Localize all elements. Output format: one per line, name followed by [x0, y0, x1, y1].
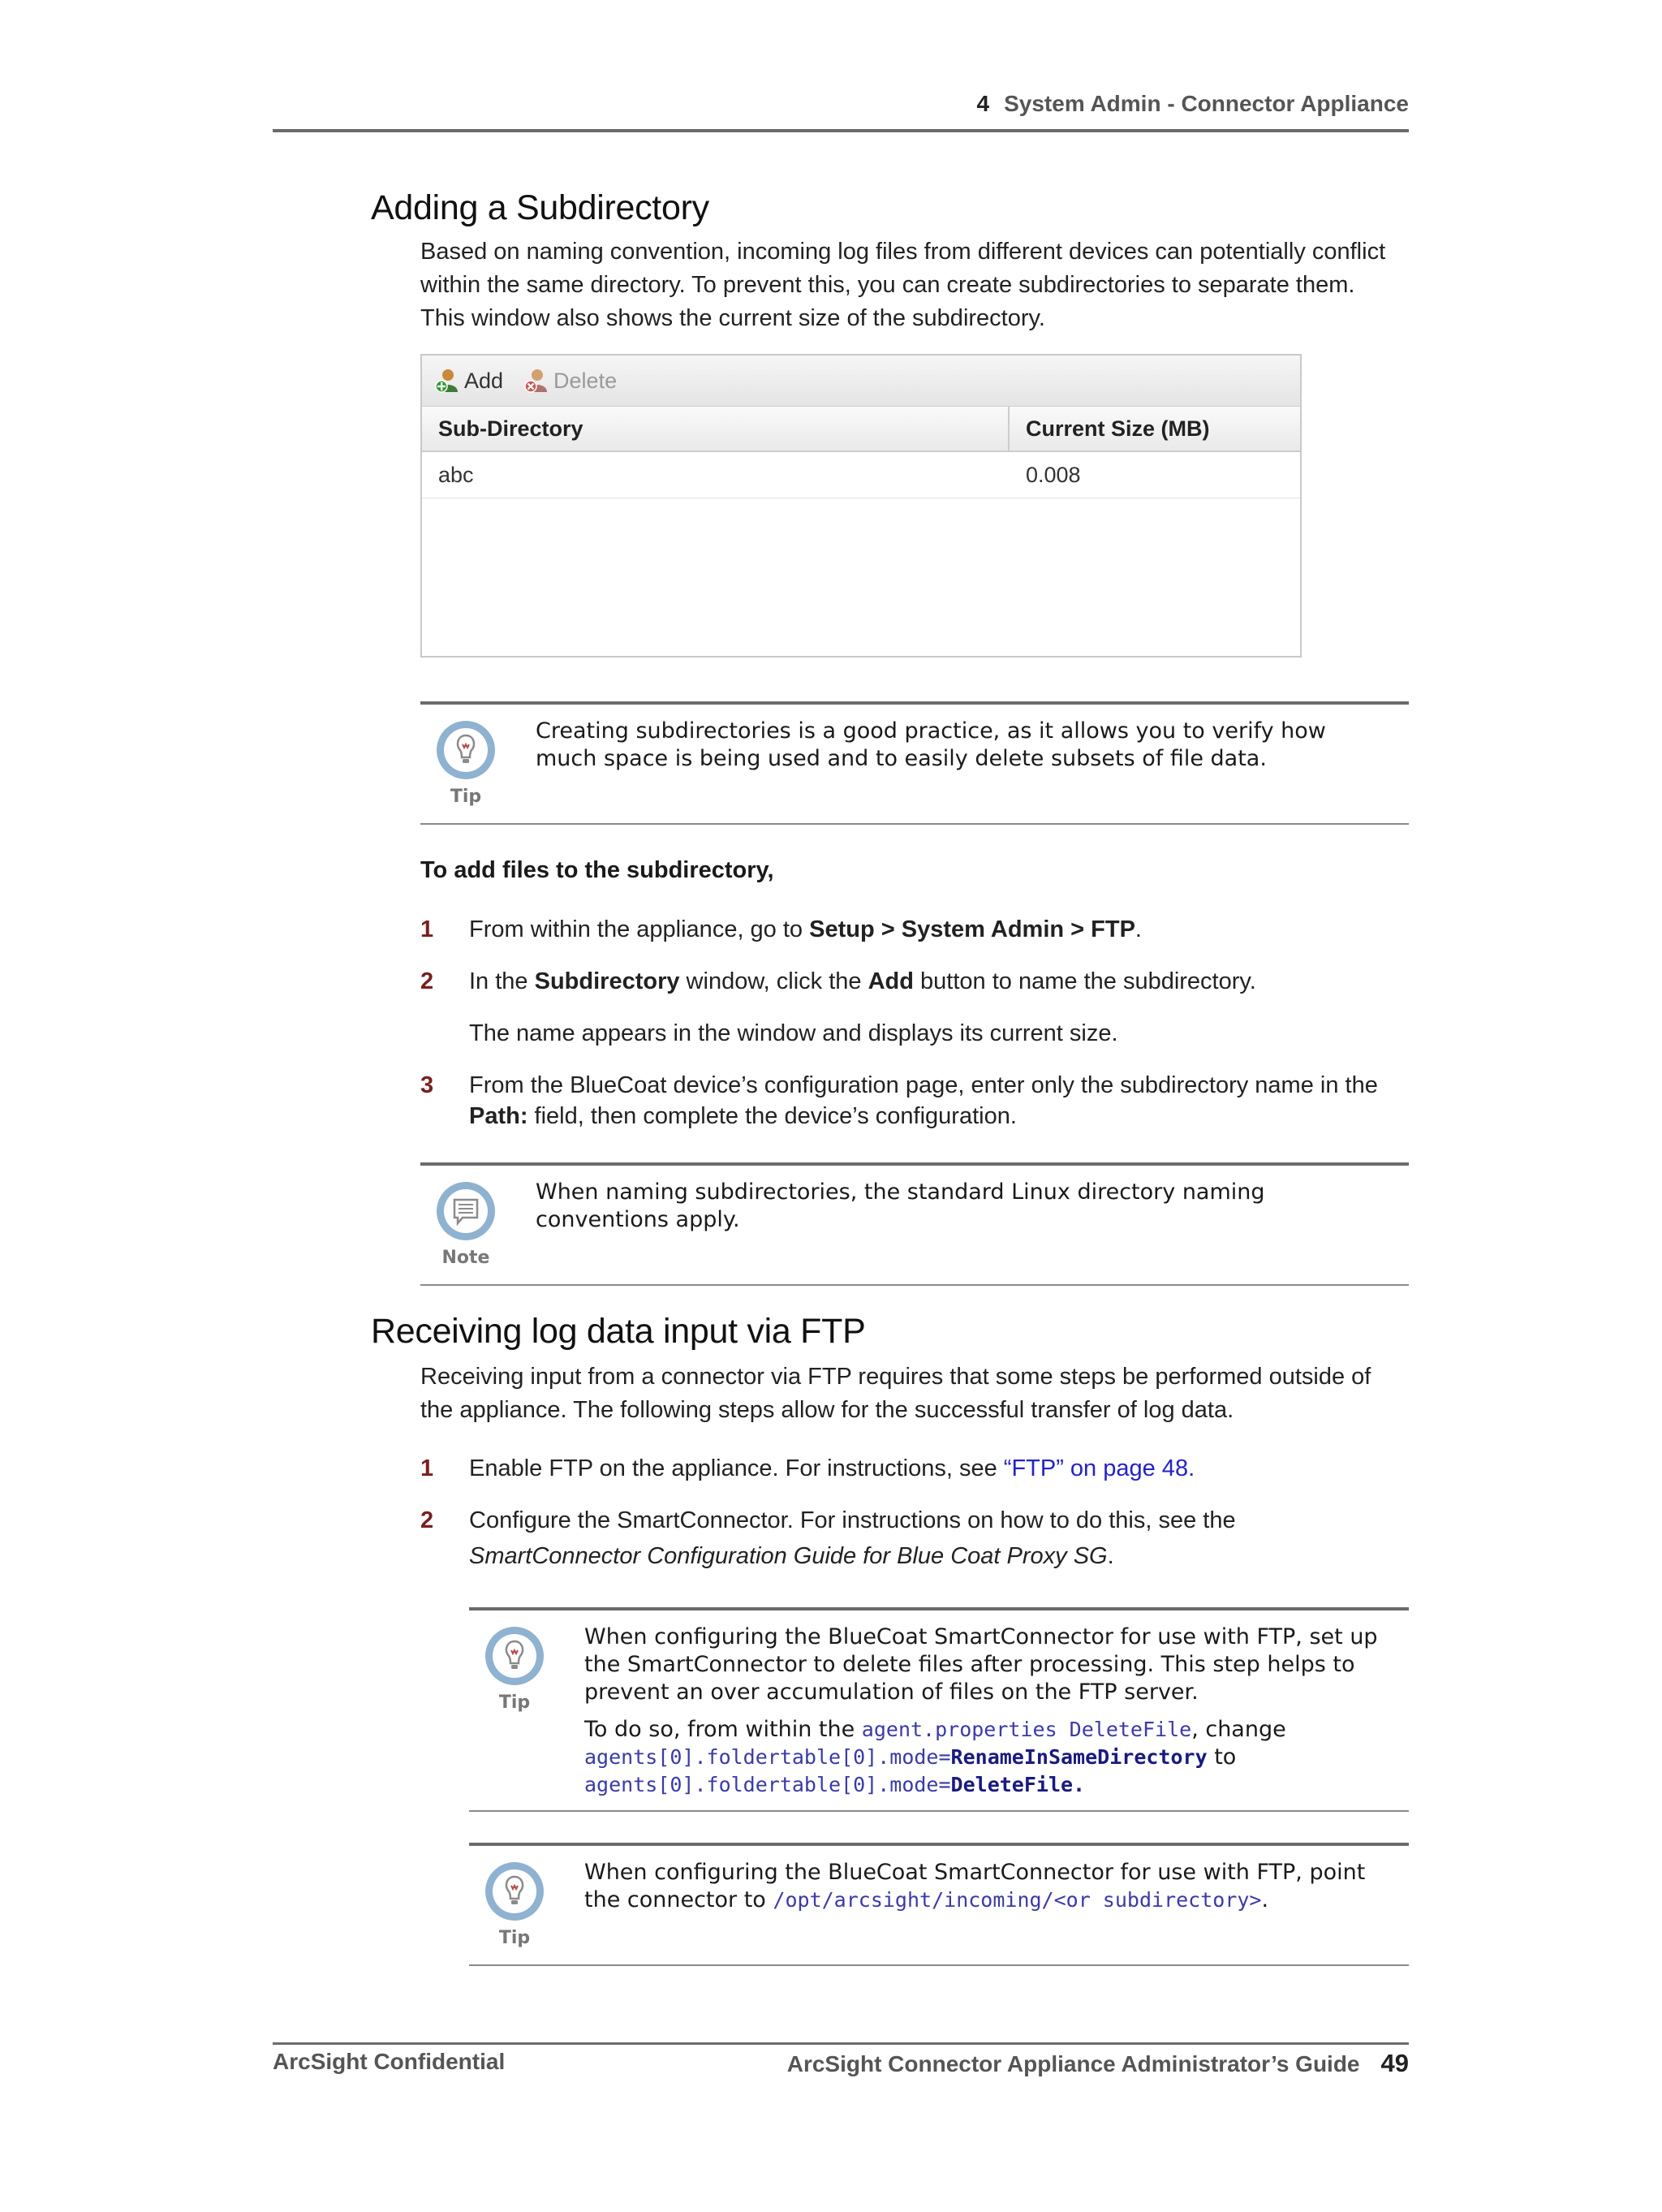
tip-text-block [584, 1623, 1393, 1799]
chapter-number: 4 [976, 91, 990, 116]
ftp-page-link[interactable]: “FTP” on page 48 [1003, 1455, 1189, 1481]
add-button-label: Add [464, 368, 504, 393]
column-header-sub-directory[interactable]: Sub-Directory [422, 407, 1010, 451]
step-text: Configure the SmartConnector. For instructions on how to do this, see the [469, 1507, 1236, 1533]
code-agent-properties: agent.properties DeleteFile [861, 1718, 1192, 1741]
cell-sub-directory: abc [438, 462, 474, 487]
code-rename-mode [584, 1745, 1208, 1769]
column-header-current-size[interactable]: Current Size (MB) [1026, 416, 1210, 441]
table-row[interactable] [422, 452, 1300, 498]
step-text: From within the appliance, go to [469, 916, 810, 942]
procedure-step-3 [420, 1070, 1409, 1135]
header-rule [273, 129, 1409, 132]
section1-intro: Based on naming convention, incoming log files from different devices can potentially conflict within the same directory. To prevent this, you can create subdirectories to separate them. This window also shows the current size of the subdirectory. [420, 239, 1386, 331]
tip-callout [420, 701, 1409, 825]
tip-instructions-mid: , change [1191, 1717, 1286, 1742]
step-text: From the BlueCoat device’s configuration page, enter only the subdirectory name in the [469, 1072, 1378, 1098]
step-text-end: . [1107, 1543, 1114, 1569]
step-number: 1 [420, 916, 434, 942]
delete-button-label: Delete [553, 368, 618, 393]
step-text: Enable FTP on the appliance. For instructions, see [469, 1455, 1004, 1481]
add-button[interactable] [435, 368, 503, 394]
section-title-receiving-ftp: Receiving log data input via FTP [371, 1312, 866, 1351]
menu-path: Setup > System Admin > FTP [809, 916, 1135, 942]
note-icon-wrap [435, 1180, 497, 1268]
delete-button[interactable] [524, 368, 617, 394]
window-name: Subdirectory [534, 968, 680, 994]
lightbulb-icon [484, 1861, 545, 1922]
field-name: Path: [469, 1103, 528, 1129]
lightbulb-icon [435, 719, 497, 781]
step-text-end: . [1188, 1455, 1195, 1481]
tip-callout-ftp-delete [469, 1607, 1409, 1812]
add-user-icon [435, 368, 459, 394]
step-number: 1 [420, 1455, 434, 1481]
note-icon [435, 1180, 497, 1242]
running-header [273, 91, 1409, 130]
window-toolbar [422, 356, 1300, 407]
footer-guide-title: ArcSight Connector Appliance Administrator’s Guide [786, 2051, 1360, 2076]
ftp-step-1 [420, 1453, 1409, 1485]
tip-text-post: . [1261, 1887, 1269, 1912]
section2-intro: Receiving input from a connector via FTP requires that some steps be performed outside of the appliance. The following steps allow for the successful transfer of log data. [420, 1364, 1371, 1423]
tip-instructions [584, 1716, 1393, 1799]
tip-text-pre: When configuring the BlueCoat SmartConnector for use with FTP, point the connector to [584, 1860, 1366, 1912]
tip-text: Creating subdirectories is a good practice, as it allows you to verify how much space is being used and to easily delete subsets of file data. [536, 718, 1326, 771]
code-delete-mode [584, 1773, 1085, 1796]
step-text: In the [469, 968, 535, 994]
tip-instructions-to: to [1207, 1744, 1237, 1770]
code-incoming-path: /opt/arcsight/incoming/<or subdirectory> [773, 1888, 1262, 1912]
note-text: When naming subdirectories, the standard Linux directory naming conventions apply. [536, 1179, 1265, 1232]
page-number: 49 [1380, 2049, 1409, 2077]
note-callout [420, 1162, 1409, 1286]
cell-current-size: 0.008 [1026, 462, 1081, 487]
tip-icon-wrap [435, 719, 497, 807]
tip-icon-wrap [484, 1861, 545, 1948]
code-rename-value: RenameInSameDirectory [950, 1745, 1208, 1769]
procedure-step-2 [420, 966, 1409, 998]
step-number: 3 [420, 1072, 434, 1098]
step-number: 2 [420, 968, 434, 994]
guide-title: SmartConnector Configuration Guide for Blue Coat Proxy SG [469, 1543, 1108, 1569]
code-delete-prefix: agents[0].foldertable[0].mode= [584, 1773, 951, 1796]
chapter-title: System Admin - Connector Appliance [1004, 91, 1409, 116]
tip-icon-wrap [484, 1625, 545, 1713]
note-label: Note [441, 1248, 490, 1268]
ftp-step-2 [420, 1505, 1409, 1573]
tip-text: When configuring the BlueCoat SmartConnector for use with FTP, set up the SmartConnector to delete files after processing. This step helps to prevent an over accumulation of files on the FTP server. [584, 1624, 1378, 1705]
section-title-adding-subdirectory: Adding a Subdirectory [371, 188, 709, 227]
step-number: 2 [420, 1507, 434, 1533]
button-name: Add [868, 968, 914, 994]
tip-label: Tip [498, 1692, 531, 1713]
code-rename-prefix: agents[0].foldertable[0].mode= [584, 1745, 951, 1769]
lightbulb-icon [484, 1625, 545, 1687]
step-text-mid: window, click the [679, 968, 868, 994]
footer-rule [273, 2042, 1409, 2045]
tip-label: Tip [450, 787, 482, 807]
delete-user-icon [524, 368, 549, 394]
subdirectory-window [420, 354, 1302, 658]
procedure-step-2-note: The name appears in the window and displays its current size. [469, 1020, 1118, 1046]
tip-label: Tip [498, 1928, 531, 1948]
table-header [422, 407, 1300, 452]
footer-guide [787, 2049, 1409, 2078]
tip-text [584, 1859, 1393, 1914]
tip-callout-ftp-path [469, 1843, 1409, 1966]
footer-confidential: ArcSight Confidential [273, 2049, 506, 2074]
procedure-step-1 [420, 914, 1409, 946]
tip-instructions-text: To do so, from within the [584, 1717, 862, 1742]
procedure-heading: To add files to the subdirectory, [420, 857, 774, 883]
step-text-end: . [1135, 916, 1142, 942]
step-text-end: field, then complete the device’s configuration. [527, 1103, 1017, 1129]
step-text-end: button to name the subdirectory. [913, 968, 1256, 994]
code-delete-value: DeleteFile. [950, 1773, 1086, 1796]
